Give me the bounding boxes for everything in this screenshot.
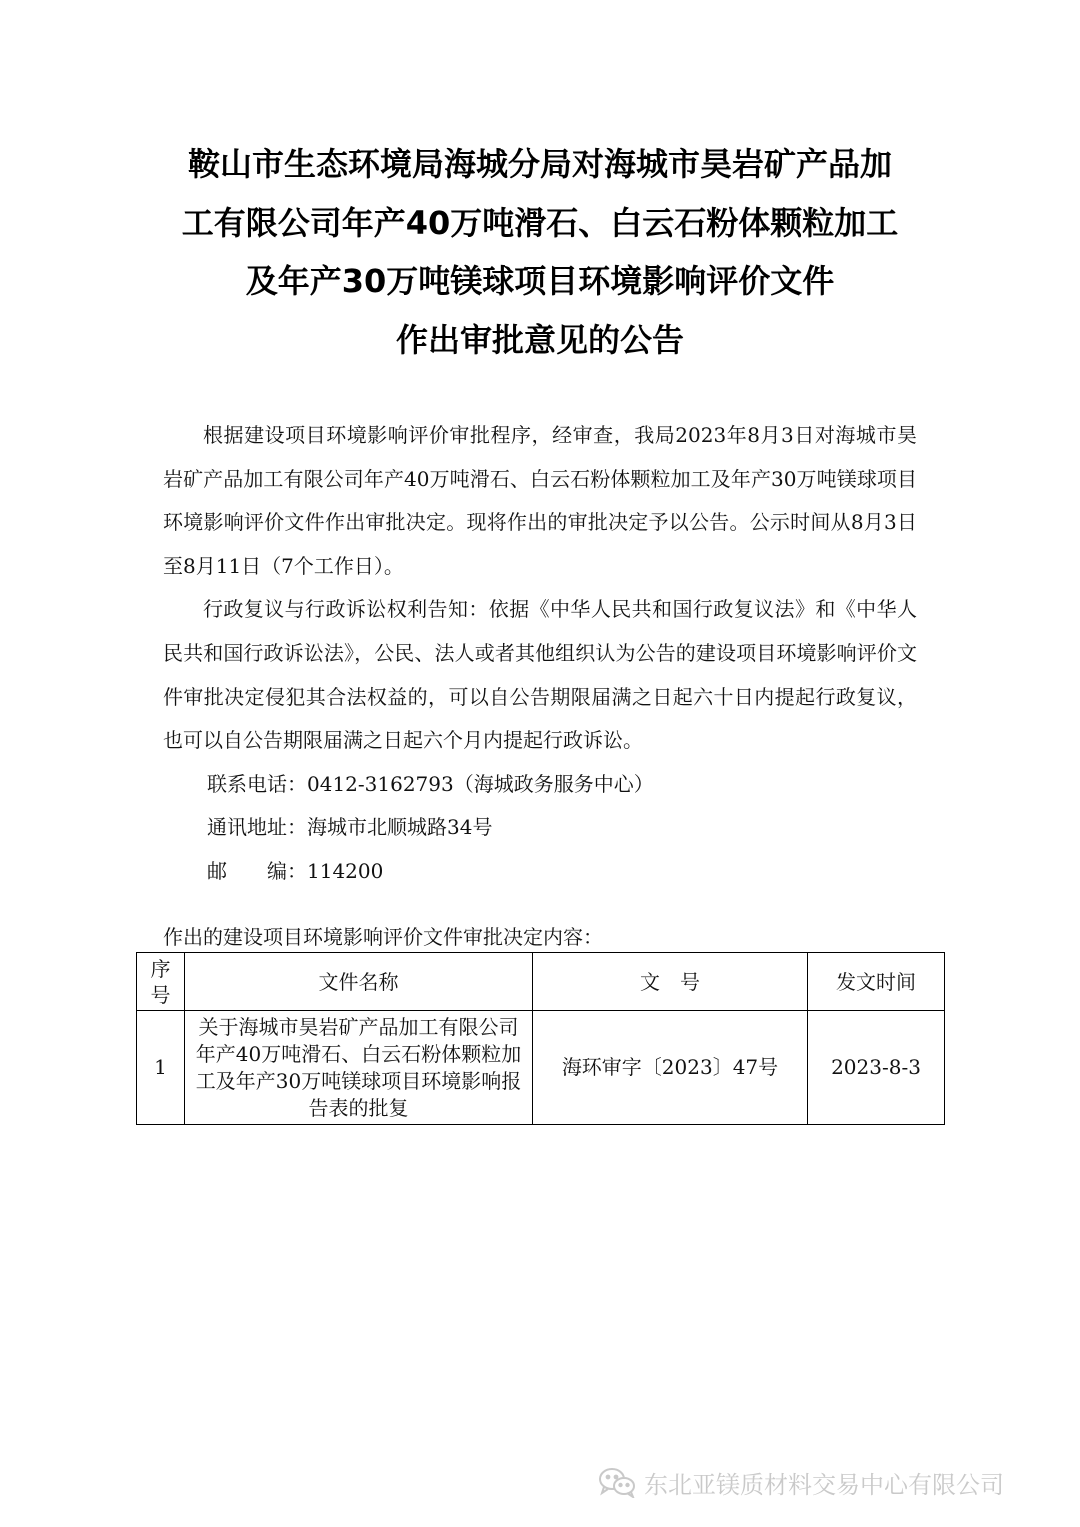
rights-notice-paragraph: 行政复议与行政诉讼权利告知：依据《中华人民共和国行政复议法》和《中华人民共和国行政诉讼法》，公民、法人或者其他组织认为公告的建设项目环境影响评价文件审批决定侵犯其合法权益的，可以自公告期限届满之日起六十日内提起行政复议，也可以自公告期限届满之日起六个月内提起行政诉讼。 <box>163 597 917 753</box>
contact-postcode-label: 邮 编： <box>207 858 307 883</box>
contact-phone-label: 联系电话： <box>207 771 307 796</box>
contact-address-value: 海城市北顺城路34号 <box>307 815 493 840</box>
header-seq: 序号 <box>137 953 185 1011</box>
contact-postcode-value: 114200 <box>307 858 384 883</box>
table-caption: 作出的建设项目环境影响评价文件审批决定内容： <box>163 925 603 949</box>
approval-paragraph: 根据建设项目环境影响评价审批程序，经审查，我局2023年8月3日对海城市昊岩矿产品加工有限公司年产40万吨滑石、白云石粉体颗粒加工及年产30万吨镁球项目环境影响评价文件作出审批决定。现将作出的审批决定予以公告。公示时间从8月3日至8月11日（7个工作日）。 <box>163 423 917 578</box>
title-line-2: 工有限公司年产40万吨滑石、白云石粉体颗粒加工 <box>181 203 899 242</box>
table-header-row <box>137 953 945 1011</box>
cell-seq: 1 <box>137 1011 185 1125</box>
title-line-4: 作出审批意见的公告 <box>395 320 684 359</box>
contact-address <box>163 806 917 850</box>
document-title <box>120 135 960 369</box>
cell-doc-number: 海环审字〔2023〕47号 <box>533 1011 808 1125</box>
header-issue-date: 发文时间 <box>808 953 945 1011</box>
header-doc-number: 文 号 <box>533 953 808 1011</box>
watermark <box>598 1462 1004 1502</box>
contact-phone <box>163 763 917 807</box>
wechat-icon <box>598 1466 636 1498</box>
approval-table <box>136 952 945 1125</box>
table-row <box>137 1011 945 1125</box>
contact-postcode <box>163 850 917 894</box>
cell-file-name: 关于海城市昊岩矿产品加工有限公司年产40万吨滑石、白云石粉体颗粒加工及年产30万吨镁球项目环境影响报告表的批复 <box>185 1011 533 1125</box>
contact-phone-value: 0412-3162793（海城政务服务中心） <box>307 771 654 796</box>
announcement-body <box>163 414 917 894</box>
contact-address-label: 通讯地址： <box>207 815 307 840</box>
title-line-1: 鞍山市生态环境局海城分局对海城市昊岩矿产品加 <box>187 145 892 183</box>
header-file-name: 文件名称 <box>185 953 533 1011</box>
title-line-3: 及年产30万吨镁球项目环境影响评价文件 <box>245 262 835 300</box>
watermark-text: 东北亚镁质材料交易中心有限公司 <box>644 1470 1004 1499</box>
cell-issue-date: 2023-8-3 <box>808 1011 945 1125</box>
